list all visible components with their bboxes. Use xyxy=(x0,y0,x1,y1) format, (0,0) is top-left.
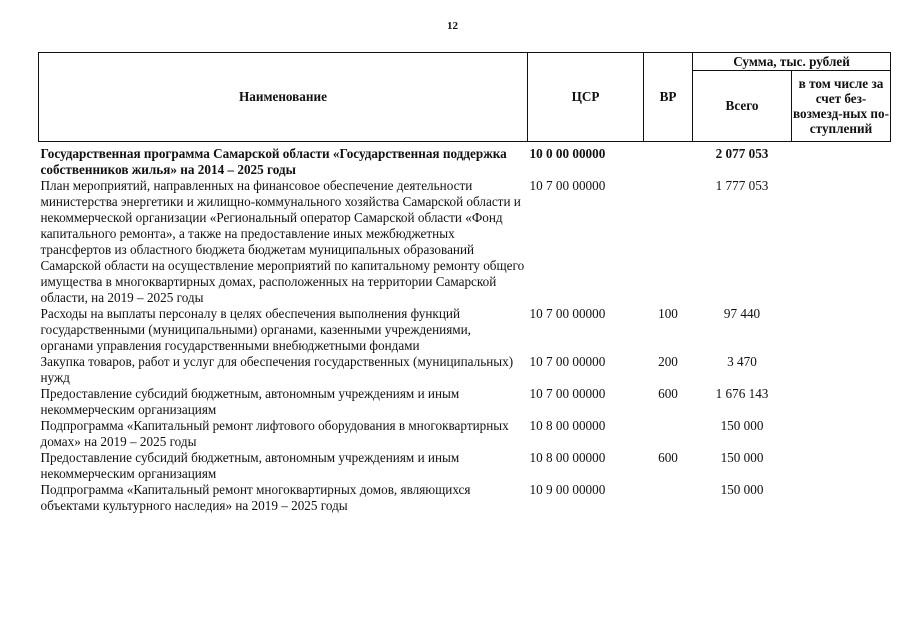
table-body xyxy=(39,142,891,515)
header-csr: ЦСР xyxy=(528,53,644,142)
table-row xyxy=(39,386,891,418)
row-free xyxy=(792,142,891,179)
row-csr: 10 7 00 00000 xyxy=(529,306,606,321)
table-row xyxy=(39,354,891,386)
row-name: Расходы на выплаты персоналу в целях обеспечения выполнения функций государственными (муниципальными) органами, казенными учреждениями, органами управления государственными внебюджетными фондами xyxy=(40,306,471,353)
row-csr: 10 7 00 00000 xyxy=(529,178,606,193)
row-total: 1 777 053 xyxy=(715,178,769,193)
row-free xyxy=(792,450,891,482)
row-name: Предоставление субсидий бюджетным, автономным учреждениям и иным некоммерческим организациям xyxy=(40,450,460,481)
row-csr: 10 7 00 00000 xyxy=(529,386,606,401)
row-vr xyxy=(644,178,693,306)
row-total: 150 000 xyxy=(720,450,764,465)
header-name: Наименование xyxy=(39,53,528,142)
table-row xyxy=(39,450,891,482)
row-name: План мероприятий, направленных на финансовое обеспечение деятельности министерства энергетики и жилищно-коммунального хозяйства Самарской области и некоммерческой организации «Региональный оператор Самарской области «Фонд капитального ремонта», а также на предоставление иных межбюджетных трансфертов из областного бюджета бюджетам муниципальных образований Самарской области на осуществление мероприятий по капитальному ремонту общего имущества в многоквартирных домах, расположенных на территории Самарской области, на 2019 – 2025 годы xyxy=(40,178,525,305)
row-total: 97 440 xyxy=(723,306,761,321)
row-free xyxy=(792,418,891,450)
header-vr: ВР xyxy=(644,53,693,142)
header-total: Всего xyxy=(693,71,792,142)
row-vr xyxy=(644,142,693,179)
page-number: 12 xyxy=(447,20,458,32)
row-csr: 10 9 00 00000 xyxy=(529,482,606,497)
row-name: Закупка товаров, работ и услуг для обеспечения государственных (муниципальных) нужд xyxy=(40,354,514,385)
row-name: Государственная программа Самарской области «Государственная поддержка собственников жилья» на 2014 – 2025 годы xyxy=(40,146,507,177)
row-vr: 100 xyxy=(658,306,678,321)
header-sum: Сумма, тыс. рублей xyxy=(693,53,891,71)
table-row xyxy=(39,306,891,354)
row-name: Подпрограмма «Капитальный ремонт лифтового оборудования в многоквартирных домах» на 2019 – 2025 годы xyxy=(40,418,509,449)
row-free xyxy=(792,386,891,418)
row-vr xyxy=(644,482,693,514)
row-csr: 10 0 00 00000 xyxy=(529,146,606,161)
row-csr: 10 8 00 00000 xyxy=(529,418,606,433)
row-free xyxy=(792,482,891,514)
table-row xyxy=(39,418,891,450)
row-total: 3 470 xyxy=(727,354,757,369)
row-free xyxy=(792,178,891,306)
row-vr: 600 xyxy=(658,450,678,465)
row-total: 150 000 xyxy=(720,418,764,433)
row-csr: 10 8 00 00000 xyxy=(529,450,606,465)
row-total: 2 077 053 xyxy=(715,146,769,161)
row-vr xyxy=(644,418,693,450)
row-name: Предоставление субсидий бюджетным, автономным учреждениям и иным некоммерческим организациям xyxy=(40,386,460,417)
row-vr: 200 xyxy=(658,354,678,369)
row-total: 150 000 xyxy=(720,482,764,497)
table-row xyxy=(39,142,891,179)
table-row xyxy=(39,178,891,306)
row-csr: 10 7 00 00000 xyxy=(529,354,606,369)
table-row xyxy=(39,482,891,514)
budget-table xyxy=(38,52,891,514)
row-free xyxy=(792,354,891,386)
row-free xyxy=(792,306,891,354)
row-total: 1 676 143 xyxy=(715,386,769,401)
row-vr: 600 xyxy=(658,386,678,401)
row-name: Подпрограмма «Капитальный ремонт многоквартирных домов, являющихся объектами культурного наследия» на 2019 – 2025 годы xyxy=(40,482,471,513)
header-free: в том числе за счет без-возмезд-ных по-ступлений xyxy=(792,71,891,142)
